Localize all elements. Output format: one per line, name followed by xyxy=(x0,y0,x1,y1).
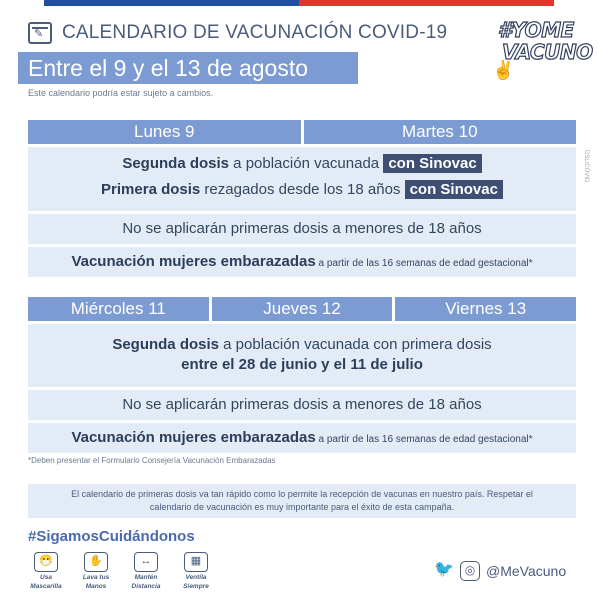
day-friday: Viernes 13 xyxy=(395,297,576,321)
instagram-icon[interactable]: ◎ xyxy=(460,561,480,581)
week2-pregnant-box xyxy=(28,423,576,453)
day-wednesday: Miércoles 11 xyxy=(28,297,209,321)
day-monday: Lunes 9 xyxy=(28,120,301,144)
flag-stripe xyxy=(44,0,554,6)
mask-icon: 😷 xyxy=(34,552,58,572)
week1-no-first: No se aplicarán primeras dosis a menores de 18 años xyxy=(122,220,482,237)
calendar-icon xyxy=(28,22,52,44)
care-ventilate: ▦ Ventila Siempre xyxy=(178,552,214,590)
side-code: DSL/COVID xyxy=(583,150,589,183)
victory-hand-icon: ✌ xyxy=(492,60,515,80)
care-distance: ↔ Mantén Distancia xyxy=(128,552,164,590)
info-box xyxy=(28,484,576,518)
week2-doses-box xyxy=(28,324,576,387)
logo-line2: VACUNO xyxy=(502,40,593,64)
week2-no-first: No se aplicarán primeras dosis a menores de 18 años xyxy=(122,396,482,413)
disclaimer: Este calendario podría estar sujeto a cambios. xyxy=(28,88,214,98)
week1-second-dose: Segunda dosis a población vacunada con Sinovac xyxy=(28,154,576,174)
week2-date-range: entre el 28 de junio y el 11 de julio xyxy=(181,356,423,373)
date-banner xyxy=(18,52,358,84)
social-links xyxy=(434,561,566,581)
date-banner-text: Entre el 9 y el 13 de agosto xyxy=(28,55,309,81)
week1-no-first-box xyxy=(28,214,576,244)
week1-doses-box xyxy=(28,147,576,211)
week2-days xyxy=(28,297,576,321)
distance-icon: ↔ xyxy=(134,552,158,572)
twitter-icon[interactable]: 🐦 xyxy=(434,561,454,578)
care-mask: 😷 Usa Mascarilla xyxy=(28,552,64,590)
yo-me-vacuno-logo xyxy=(492,14,593,80)
hashtag: #SigamosCuidándonos xyxy=(28,528,195,545)
footnote: *Deben presentar el Formulario Consejería Vacunación Embarazadas xyxy=(28,456,276,465)
week1-days xyxy=(28,120,576,144)
day-thursday: Jueves 12 xyxy=(212,297,393,321)
week1-first-dose: Primera dosis rezagados desde los 18 años con Sinovac xyxy=(28,180,576,200)
info-line1: El calendario de primeras dosis va tan rápido como lo permite la recepción de vacunas en nuestro país. Respetar el xyxy=(71,489,533,499)
week1-pregnant-box xyxy=(28,247,576,277)
info-line2: calendario de vacunación es muy importante para el éxito de esta campaña. xyxy=(149,502,455,512)
care-hands: ✋ Lava tus Manos xyxy=(78,552,114,590)
social-handle[interactable]: @MeVacuno xyxy=(486,563,567,579)
week1-pregnant: Vacunación mujeres embarazadas a partir de las 16 semanas de edad gestacional* xyxy=(71,253,533,270)
header xyxy=(28,22,447,44)
week2-second-dose: Segunda dosis a población vacunada con primera dosis xyxy=(112,336,492,353)
week2-no-first-box xyxy=(28,390,576,420)
care-icons xyxy=(28,552,214,590)
page-title: CALENDARIO DE VACUNACIÓN COVID-19 xyxy=(62,22,448,43)
day-tuesday: Martes 10 xyxy=(304,120,577,144)
hand-wash-icon: ✋ xyxy=(84,552,108,572)
ventilate-icon: ▦ xyxy=(184,552,208,572)
week2-pregnant: Vacunación mujeres embarazadas a partir de las 16 semanas de edad gestacional* xyxy=(71,429,533,446)
logo-line1: #YOME xyxy=(498,18,574,42)
